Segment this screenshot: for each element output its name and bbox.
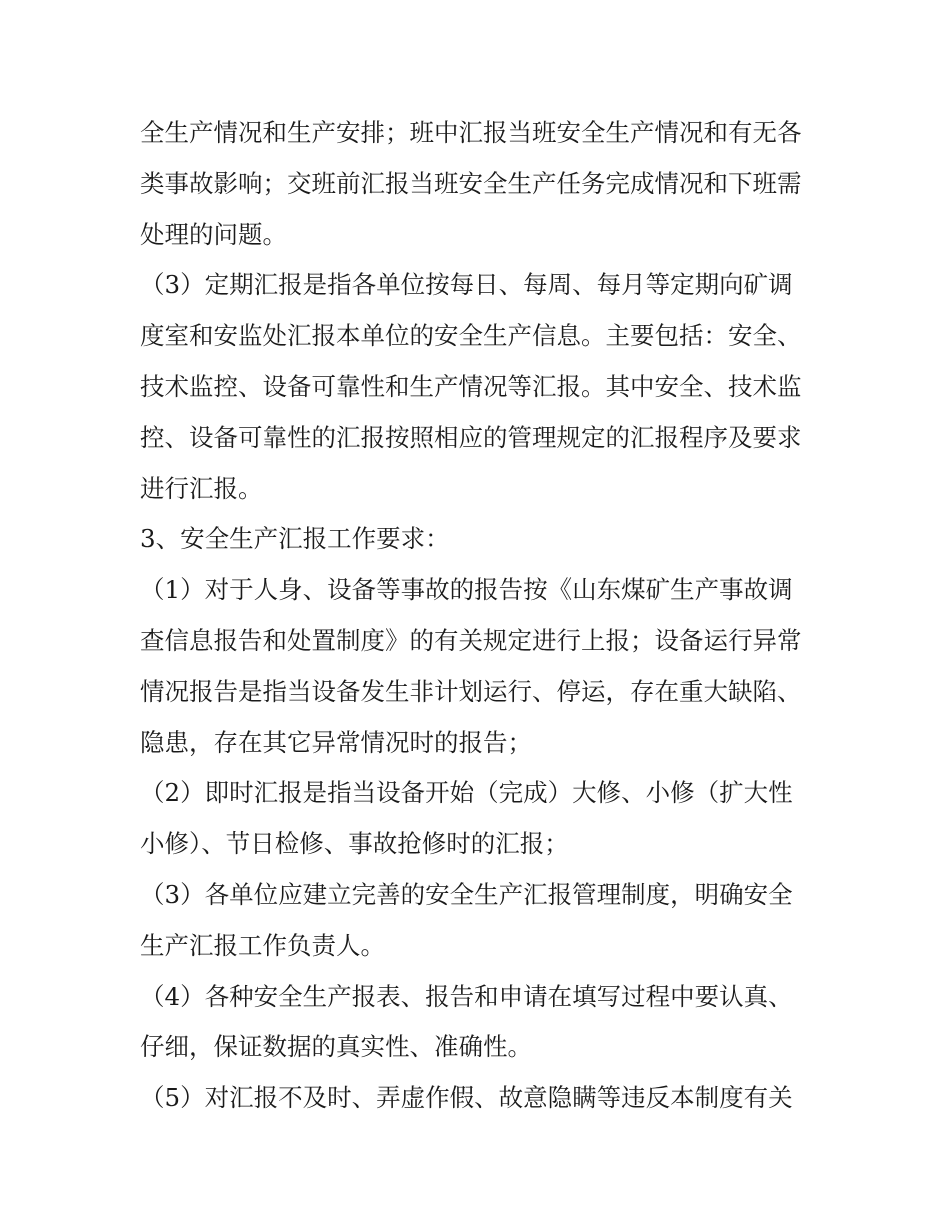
- text-line: 控、设备可靠性的汇报按照相应的管理规定的汇报程序及要求: [140, 422, 802, 452]
- text-line: 进行汇报。: [140, 473, 263, 503]
- text-line: （1）对于人身、设备等事故的报告按《山东煤矿生产事故调: [140, 575, 793, 605]
- text-line: 仔细，保证数据的真实性、准确性。: [140, 1032, 532, 1062]
- text-line: （3）各单位应建立完善的安全生产汇报管理制度，明确安全: [140, 879, 793, 909]
- text-line: （5）对汇报不及时、弄虚作假、故意隐瞒等违反本制度有关: [140, 1083, 793, 1113]
- text-line: 查信息报告和处置制度》的有关规定进行上报；设备运行异常: [140, 625, 802, 655]
- text-line: 隐患，存在其它异常情况时的报告；: [140, 727, 532, 757]
- text-line: 处理的问题。: [140, 219, 287, 249]
- text-line: 小修）、节日检修、事故抢修时的汇报；: [140, 829, 569, 859]
- text-line: 度室和安监处汇报本单位的安全生产信息。主要包括：安全、: [140, 321, 802, 351]
- text-line: 情况报告是指当设备发生非计划运行、停运，存在重大缺陷、: [140, 676, 802, 706]
- document-body: [140, 108, 820, 1124]
- section-heading: 3、安全生产汇报工作要求：: [140, 524, 450, 554]
- text-line: （2）即时汇报是指当设备开始（完成）大修、小修（扩大性: [140, 778, 793, 808]
- text-line: 类事故影响；交班前汇报当班安全生产任务完成情况和下班需: [140, 168, 802, 198]
- text-line: （3）定期汇报是指各单位按每日、每周、每月等定期向矿调: [140, 270, 793, 300]
- text-line: 生产汇报工作负责人。: [140, 930, 385, 960]
- text-line: 全生产情况和生产安排；班中汇报当班安全生产情况和有无各: [140, 118, 802, 147]
- text-line: 技术监控、设备可靠性和生产情况等汇报。其中安全、技术监: [140, 371, 802, 401]
- text-line: （4）各种安全生产报表、报告和申请在填写过程中要认真、: [140, 981, 793, 1011]
